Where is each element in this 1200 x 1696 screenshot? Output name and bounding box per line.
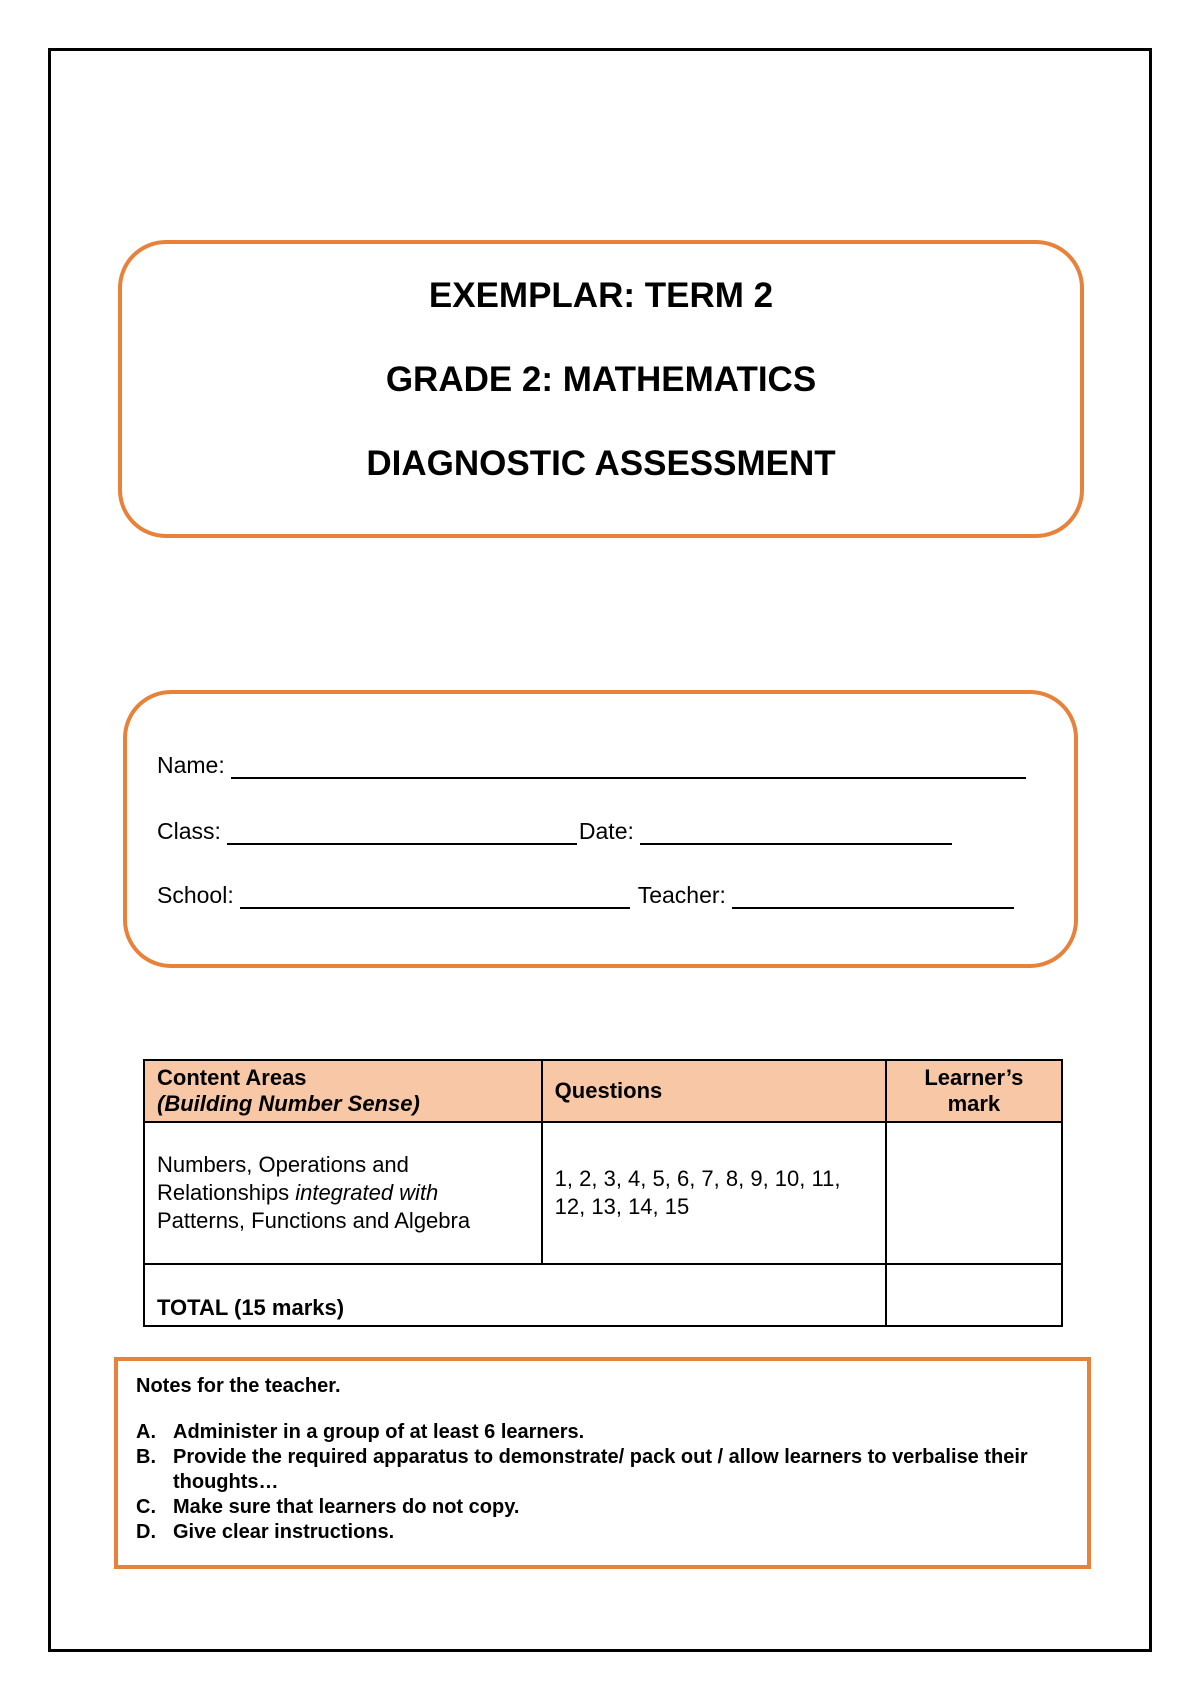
class-date-row [157, 818, 1034, 845]
learners-mark-header [886, 1060, 1062, 1122]
content-areas-header [144, 1060, 542, 1122]
learners-mark-label-2: mark [947, 1091, 1001, 1116]
content-area-text-1: Numbers, Operations and Relationships [157, 1152, 409, 1205]
questions-header: Questions [542, 1060, 886, 1122]
learner-mark-cell[interactable] [886, 1122, 1062, 1264]
exemplar-term-title: EXEMPLAR: TERM 2 [428, 276, 774, 315]
list-item [136, 1420, 1069, 1445]
note-letter: A. [136, 1421, 156, 1443]
class-label: Class: [157, 818, 221, 844]
teacher-notes-box [114, 1357, 1091, 1569]
note-letter: B. [136, 1446, 156, 1468]
name-row [157, 752, 1034, 779]
name-field[interactable] [231, 755, 1026, 779]
content-areas-subtitle: (Building Number Sense) [157, 1091, 420, 1116]
table-row [144, 1122, 1062, 1264]
questions-cell: 1, 2, 3, 4, 5, 6, 7, 8, 9, 10, 11, 12, 13, 14, 15 [542, 1122, 886, 1264]
content-area-italic: integrated with [295, 1180, 439, 1205]
notes-title: Notes for the teacher. [136, 1375, 341, 1397]
title-box [118, 240, 1084, 538]
school-label: School: [157, 882, 234, 908]
list-item [136, 1445, 1069, 1495]
note-text: Provide the required apparatus to demonstrate/ pack out / allow learners to verbalise their thoughts… [173, 1446, 1028, 1493]
school-field[interactable] [240, 885, 630, 909]
learner-info-box [123, 690, 1078, 968]
school-teacher-row [157, 882, 1034, 909]
content-area-text-2: Patterns, Functions and Algebra [157, 1208, 471, 1233]
note-letter: D. [136, 1521, 156, 1543]
content-area-cell [144, 1122, 542, 1264]
assessment-type-title: DIAGNOSTIC ASSESSMENT [366, 444, 836, 483]
table-header-row [144, 1060, 1062, 1122]
learners-mark-label-1: Learner’s [924, 1065, 1024, 1090]
grade-subject-title: GRADE 2: MATHEMATICS [385, 360, 817, 399]
list-item [136, 1520, 1069, 1545]
total-label: TOTAL (15 marks) [144, 1264, 886, 1326]
teacher-label: Teacher: [637, 882, 726, 908]
date-field[interactable] [640, 821, 952, 845]
teacher-field[interactable] [732, 885, 1014, 909]
name-label: Name: [157, 752, 225, 778]
note-text: Give clear instructions. [173, 1521, 395, 1543]
list-item [136, 1495, 1069, 1520]
total-mark-cell[interactable] [886, 1264, 1062, 1326]
note-text: Make sure that learners do not copy. [173, 1496, 520, 1518]
content-areas-table [143, 1059, 1063, 1327]
class-field[interactable] [227, 821, 577, 845]
note-letter: C. [136, 1496, 156, 1518]
total-row [144, 1264, 1062, 1326]
note-text: Administer in a group of at least 6 learners. [173, 1421, 585, 1443]
notes-list [136, 1420, 1069, 1545]
content-areas-label: Content Areas [157, 1065, 307, 1090]
date-label: Date: [578, 818, 634, 844]
